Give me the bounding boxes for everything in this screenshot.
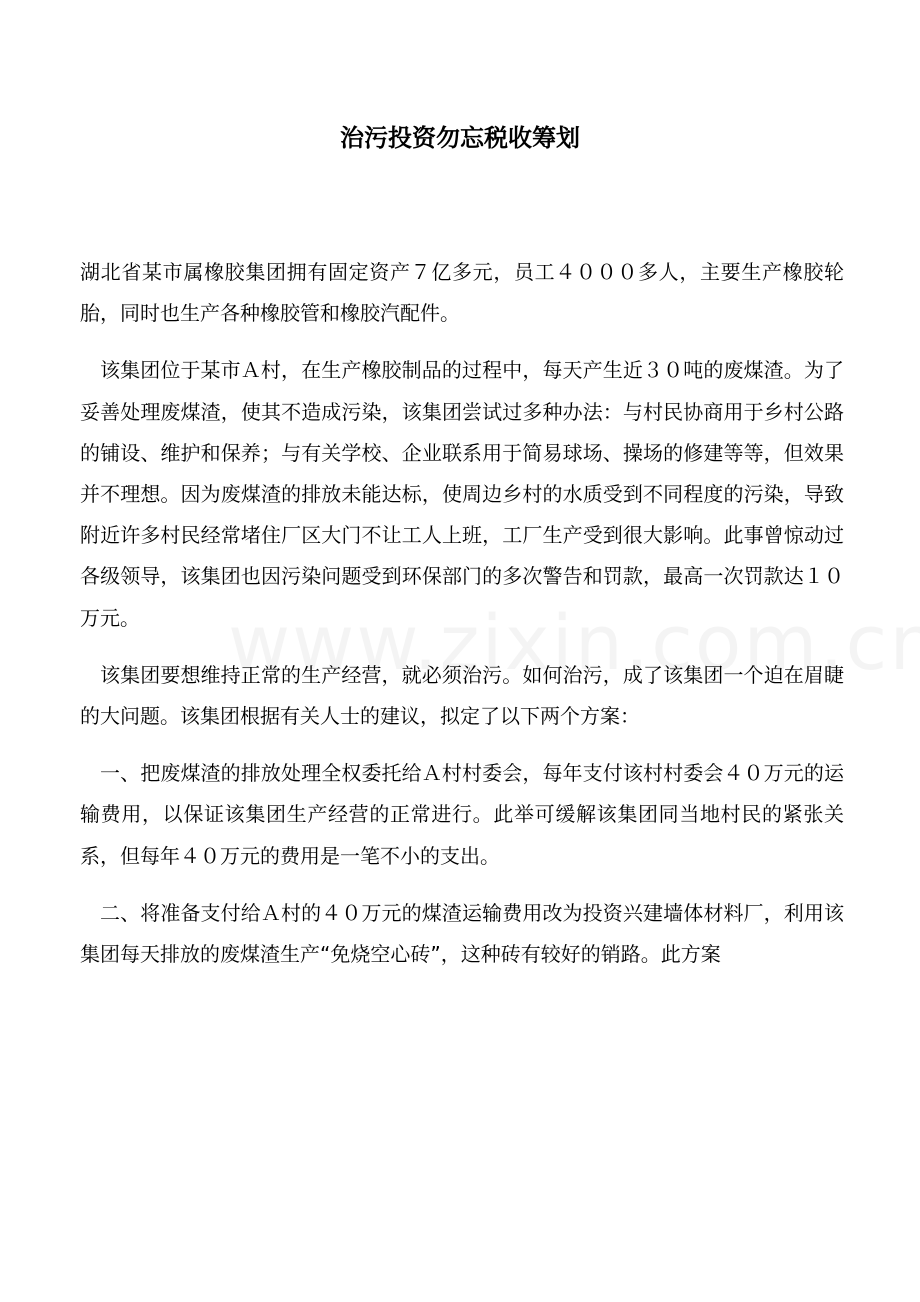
paragraph-5: 二、将准备支付给Ａ村的４０万元的煤渣运输费用改为投资兴建墙体材料厂，利用该集团每天排放的废煤渣生产“免烧空心砖”，这种砖有较好的销路。此方案 xyxy=(80,900,844,967)
document-title: 治污投资勿忘税收筹划 xyxy=(340,124,580,152)
paragraph-1: 湖北省某市属橡胶集团拥有固定资产７亿多元，员工４０００多人，主要生产橡胶轮胎，同时也生产各种橡胶管和橡胶汽配件。 xyxy=(80,260,844,326)
paragraph-2: 该集团位于某市Ａ村，在生产橡胶制品的过程中，每天产生近３０吨的废煤渣。为了妥善处理废煤渣，使其不造成污染，该集团尝试过多种办法：与村民协商用于乡村公路的铺设、维护和保养；与有关学校、企业联系用于简易球场、操场的修建等等，但效果并不理想。因为废煤渣的排放未能达标，使周边乡村的水质受到不同程度的污染，导致附近许多村民经常堵住厂区大门不让工人上班，工厂生产受到很大影响。此事曾惊动过各级领导，该集团也因污染问题受到环保部门的多次警告和罚款，最高一次罚款达１０万元。 xyxy=(80,358,844,630)
document-body xyxy=(80,252,844,991)
paragraph-3: 该集团要想维持正常的生产经营，就必须治污。如何治污，成了该集团一个迫在眉睫的大问题。该集团根据有关人士的建议，拟定了以下两个方案： xyxy=(80,662,844,729)
paragraph-4: 一、把废煤渣的排放处理全权委托给Ａ村村委会，每年支付该村村委会４０万元的运输费用，以保证该集团生产经营的正常进行。此举可缓解该集团同当地村民的紧张关系，但每年４０万元的费用是一笔不小的支出。 xyxy=(80,761,844,868)
